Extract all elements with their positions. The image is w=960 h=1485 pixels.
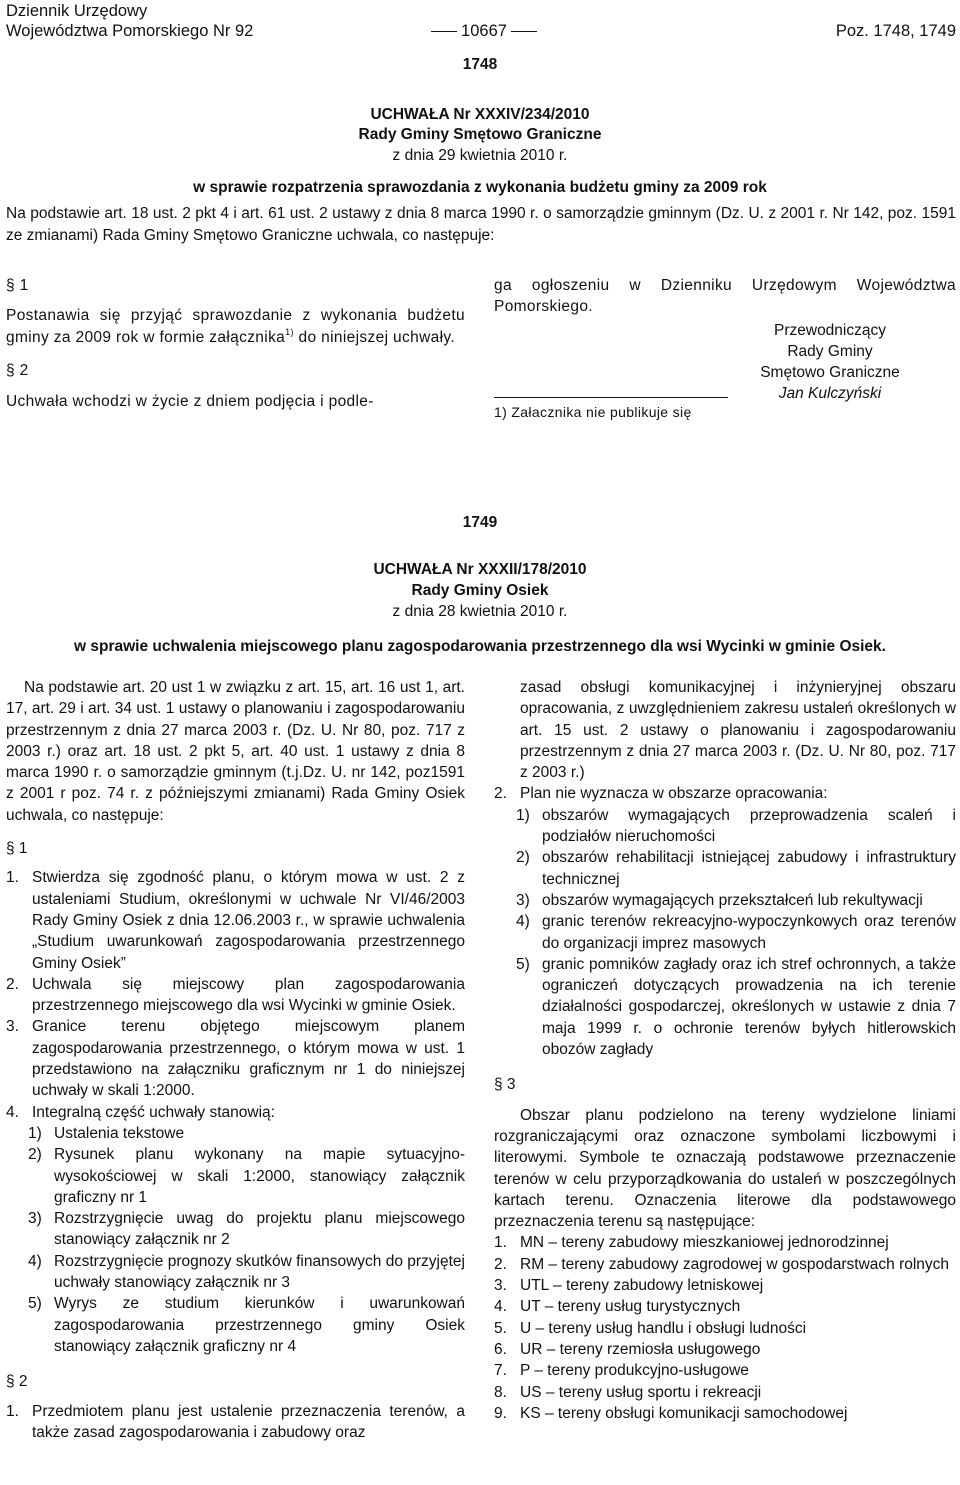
section-2-heading-1749: § 2 bbox=[6, 1373, 28, 1391]
list-number: 2. bbox=[6, 975, 19, 993]
list-number: 7. bbox=[494, 1362, 507, 1380]
resolution-title-1748: UCHWAŁA Nr XXXIV/234/2010 bbox=[370, 106, 590, 123]
list-number: 4) bbox=[28, 1252, 42, 1270]
symbol-list-item bbox=[494, 1403, 956, 1424]
list-text: P – tereny produkcyjno-usługowe bbox=[520, 1362, 749, 1380]
body-column-right-1749 bbox=[494, 677, 956, 1424]
sub-item bbox=[6, 1251, 465, 1294]
resolution-issuer-1749: Rady Gminy Osiek bbox=[411, 582, 549, 599]
resolution-date-1748: z dnia 29 kwietnia 2010 r. bbox=[392, 147, 568, 164]
footnote-1748: 1) Załacznika nie publikuje się bbox=[494, 404, 692, 420]
signature-block-1748 bbox=[730, 320, 930, 404]
list-text: Rysunek planu wykonany na mapie sytuacyjno-wysokościowej w skali 1:2000, stanowiący załącznik graficzny nr 1 bbox=[54, 1146, 465, 1206]
section-2-point-2-items bbox=[494, 805, 956, 1061]
list-number: 3) bbox=[516, 891, 530, 909]
symbol-list-item bbox=[494, 1339, 956, 1360]
section-1-body-end-1748: do niniejszej uchwały. bbox=[298, 328, 455, 346]
list-number: 2) bbox=[516, 849, 530, 867]
body-column-left-1749 bbox=[6, 677, 465, 1443]
list-number: 4. bbox=[6, 1103, 19, 1121]
list-number: 5. bbox=[494, 1319, 507, 1337]
resolution-title-1749: UCHWAŁA Nr XXXII/178/2010 bbox=[373, 561, 587, 578]
list-text: granic pomników zagłady oraz ich stref ochronnych, a także ograniczeń dotyczących prowadzenia na ich terenie działalności gospodarczej, określonych w ustawie z dnia 7 maja 1999 r. o ochronie terenów byłych hitlerowskich obozów zagłady bbox=[542, 955, 956, 1059]
list-number: 1) bbox=[28, 1124, 42, 1142]
journal-issue: Województwa Pomorskiego Nr 92 bbox=[6, 22, 254, 40]
signature-name: Jan Kulczyński bbox=[778, 385, 882, 402]
section-2-text-a-1748: Uchwała wchodzi w życie z dniem podjęcia i podle- bbox=[6, 393, 374, 411]
list-text: Ustalenia tekstowe bbox=[54, 1124, 185, 1142]
list-text: Uchwala się miejscowy plan zagospodarowania przestrzennego miejscowego dla wsi Wycinki w gminie Osiek. bbox=[32, 975, 465, 1015]
journal-name: Dziennik Urzędowy bbox=[6, 2, 148, 20]
list-number: 3) bbox=[28, 1210, 42, 1228]
resolution-subject-1749: w sprawie uchwalenia miejscowego planu zagospodarowania przestrzennego dla wsi Wycinki w gminie Osiek. bbox=[74, 638, 886, 655]
point-number: 2. bbox=[494, 785, 507, 803]
position-label: Poz. 1748, 1749 bbox=[835, 22, 956, 40]
sub-item bbox=[494, 890, 956, 911]
sub-item bbox=[494, 847, 956, 890]
list-text: Rozstrzygnięcie uwag do projektu planu miejscowego stanowiący załącznik nr 2 bbox=[54, 1210, 465, 1249]
list-text: Rozstrzygnięcie prognozy skutków finansowych do przyjętej uchwały stanowiący załącznik nr 3 bbox=[54, 1252, 465, 1292]
list-number: 6. bbox=[494, 1340, 507, 1358]
symbol-list-item bbox=[494, 1296, 956, 1317]
section-3-text-1749: Obszar planu podzielono na tereny wydzielone liniami rozgraniczającymi oraz oznaczone symbolami liczbowymi i literowymi. Symbole te oznaczają podstawowe przeznaczenie terenów w celu przyporządkowania do ustaleń w poszczególnych kartach terenu. Oznaczenia literowe dla podstawowego przeznaczenia terenu są następujące: bbox=[494, 1106, 956, 1231]
footnote-ref-1748: 1) bbox=[285, 326, 294, 337]
list-text: obszarów wymagających przeprowadzenia scaleń i podziałów nieruchomości bbox=[542, 806, 956, 846]
list-text: U – tereny usług handlu i obsługi ludności bbox=[520, 1319, 807, 1337]
dash-left bbox=[431, 31, 457, 32]
symbol-list-item bbox=[494, 1360, 956, 1381]
symbol-list-item bbox=[494, 1318, 956, 1339]
list-number: 4. bbox=[494, 1298, 507, 1316]
footnote-divider bbox=[494, 397, 728, 398]
resolution-issuer-1748: Rady Gminy Smętowo Graniczne bbox=[358, 126, 602, 143]
section-1-point-4-items bbox=[6, 1123, 465, 1357]
resolution-subject-1748: w sprawie rozpatrzenia sprawozdania z wykonania budżetu gminy za 2009 rok bbox=[193, 179, 767, 196]
page-number: 10667 bbox=[461, 22, 507, 40]
point-number: 1. bbox=[6, 1402, 19, 1420]
point-text: Plan nie wyznacza w obszarze opracowania: bbox=[520, 785, 828, 803]
section-2-text-b-1748: ga ogłoszeniu w Dzienniku Urzędowym Województwa Pomorskiego. bbox=[494, 277, 956, 316]
point-text: Przedmiotem planu jest ustalenie przeznaczenia terenów, a także zasad zagospodarowania i zabudowy oraz bbox=[32, 1402, 465, 1441]
numbered-point bbox=[6, 974, 465, 1017]
section-column-left-1748 bbox=[6, 275, 465, 412]
resolution-date-1749: z dnia 28 kwietnia 2010 r. bbox=[392, 603, 568, 620]
list-number: 1. bbox=[6, 869, 19, 887]
signature-body-line1: Rady Gminy bbox=[787, 343, 873, 360]
list-text: Stwierdza się zgodność planu, o którym mowa w ust. 2 z ustaleniami Studium, określonymi w uchwale Nr VI/46/2003 Rady Gminy Osiek z dnia 12.06.2003 r., w sprawie uchwalenia „Studium uwarunkowań zagospodarowania przestrzennego Gminy Osiek” bbox=[32, 869, 465, 972]
sub-item bbox=[494, 911, 956, 954]
preamble-1748: Na podstawie art. 18 ust. 2 pkt 4 i art. 61 ust. 2 ustawy z dnia 8 marca 1990 r. o samorządzie gminnym (Dz. U. z 2001 r. Nr 142, poz. 1591 ze zmianami) Rada Gminy Smętowo Graniczne uchwala, co następuje: bbox=[6, 205, 956, 244]
list-text: Integralną część uchwały stanowią: bbox=[32, 1103, 275, 1121]
sub-item bbox=[494, 805, 956, 848]
sub-item bbox=[6, 1293, 465, 1357]
list-text: UT – tereny usług turystycznych bbox=[520, 1298, 741, 1316]
list-number: 1) bbox=[516, 806, 530, 824]
section-1-body-1748: Postanawia się przyjąć sprawozdanie z wykonania budżetu gminy za 2009 rok w formie załącznika bbox=[6, 307, 465, 346]
point-text-continued: zasad obsługi komunikacyjnej i inżynieryjnej obszaru opracowania, z uwzględnieniem zakresu ustaleń określonych w art. 15 ust. 2 ustawy o planowaniu i zagospodarowaniu przestrzennym z dnia 27 marca 2003 r. (Dz. U. Nr 80, poz. 717 z 2003 r.) bbox=[520, 679, 956, 782]
list-number: 8. bbox=[494, 1383, 507, 1401]
list-number: 2) bbox=[28, 1146, 42, 1164]
list-text: UTL – tereny zabudowy letniskowej bbox=[520, 1277, 764, 1295]
sub-item bbox=[6, 1144, 465, 1208]
numbered-point bbox=[6, 1016, 465, 1101]
signature-body-line2: Smętowo Graniczne bbox=[760, 364, 900, 381]
numbered-point bbox=[6, 1102, 465, 1123]
list-number: 2. bbox=[494, 1255, 507, 1273]
symbol-list-item bbox=[494, 1275, 956, 1296]
section-3-symbol-list bbox=[494, 1232, 956, 1424]
symbol-list-item bbox=[494, 1254, 956, 1275]
journal-title bbox=[6, 1, 253, 41]
signature-role: Przewodniczący bbox=[774, 322, 886, 339]
list-text: obszarów wymagających przekształceń lub rekultywacji bbox=[542, 891, 923, 909]
numbered-point bbox=[6, 867, 465, 973]
list-text: granic terenów rekreacyjno-wypoczynkowych oraz terenów do organizacji imprez masowych bbox=[542, 913, 956, 952]
item-number-1749: 1749 bbox=[462, 514, 498, 531]
list-number: 3. bbox=[494, 1277, 507, 1295]
sub-item bbox=[6, 1123, 465, 1144]
page-number-block bbox=[404, 21, 564, 41]
list-text: MN – tereny zabudowy mieszkaniowej jednorodzinnej bbox=[520, 1234, 889, 1252]
list-number: 5) bbox=[28, 1295, 42, 1313]
section-2-point-1-continued bbox=[494, 677, 956, 783]
list-text: obszarów rehabilitacji istniejącej zabudowy i infrastruktury technicznej bbox=[542, 849, 956, 888]
sub-item bbox=[6, 1208, 465, 1251]
section-2-heading-1748: § 2 bbox=[6, 361, 29, 379]
section-column-right-1748 bbox=[494, 275, 956, 318]
sub-item bbox=[494, 954, 956, 1060]
list-number: 4) bbox=[516, 913, 530, 931]
list-text: Wyrys ze studium kierunków i uwarunkowań zagospodarowania przestrzennego gminy Osiek stanowiący załącznik graficzny nr 4 bbox=[54, 1295, 465, 1355]
list-number: 9. bbox=[494, 1404, 507, 1422]
list-number: 5) bbox=[516, 955, 530, 973]
item-number-1748: 1748 bbox=[462, 56, 498, 73]
symbol-list-item bbox=[494, 1382, 956, 1403]
list-text: KS – tereny obsługi komunikacji samochodowej bbox=[520, 1404, 848, 1422]
list-text: US – tereny usług sportu i rekreacji bbox=[520, 1383, 762, 1401]
list-text: Granice terenu objętego miejscowym planem zagospodarowania przestrzennego, o którym mowa w ust. 1 przedstawiono na załączniku graficznym nr 1 do niniejszej uchwały w skali 1:2000. bbox=[32, 1018, 465, 1100]
list-number: 3. bbox=[6, 1018, 19, 1036]
section-1-heading-1749: § 1 bbox=[6, 840, 28, 858]
list-number: 1. bbox=[494, 1234, 507, 1252]
section-2-point-1 bbox=[6, 1401, 465, 1444]
symbol-list-item bbox=[494, 1232, 956, 1253]
list-text: RM – tereny zabudowy zagrodowej w gospodarstwach rolnych bbox=[520, 1255, 950, 1273]
section-1-points bbox=[6, 867, 465, 1123]
preamble-1749: Na podstawie art. 20 ust 1 w związku z art. 15, art. 16 ust 1, art. 17, art. 29 i art. 34 ust. 1 ustawy o planowaniu i zagospodarowaniu przestrzennym z dnia 27 marca 2003 r. (Dz. U. Nr 80, poz. 717 z 2003 r.) oraz art. 18 ust. 2 pkt 5, art. 40 ust. 1 ustawy z dnia 8 marca 1990 r. o samorządzie gminnym (t.j.Dz. U. nr 142, poz1591 z 2001 r poz. 74 r. z późniejszymi zmianami) Rada Gminy Osiek uchwala, co następuje: bbox=[6, 679, 465, 824]
page-header bbox=[6, 0, 956, 44]
list-text: UR – tereny rzemiosła usługowego bbox=[520, 1340, 761, 1358]
dash-right bbox=[511, 31, 537, 32]
section-1-text-1748 bbox=[6, 305, 465, 348]
section-3-heading-1749: § 3 bbox=[494, 1076, 516, 1094]
section-1-heading-1748: § 1 bbox=[6, 277, 29, 294]
section-2-point-2 bbox=[494, 783, 956, 804]
